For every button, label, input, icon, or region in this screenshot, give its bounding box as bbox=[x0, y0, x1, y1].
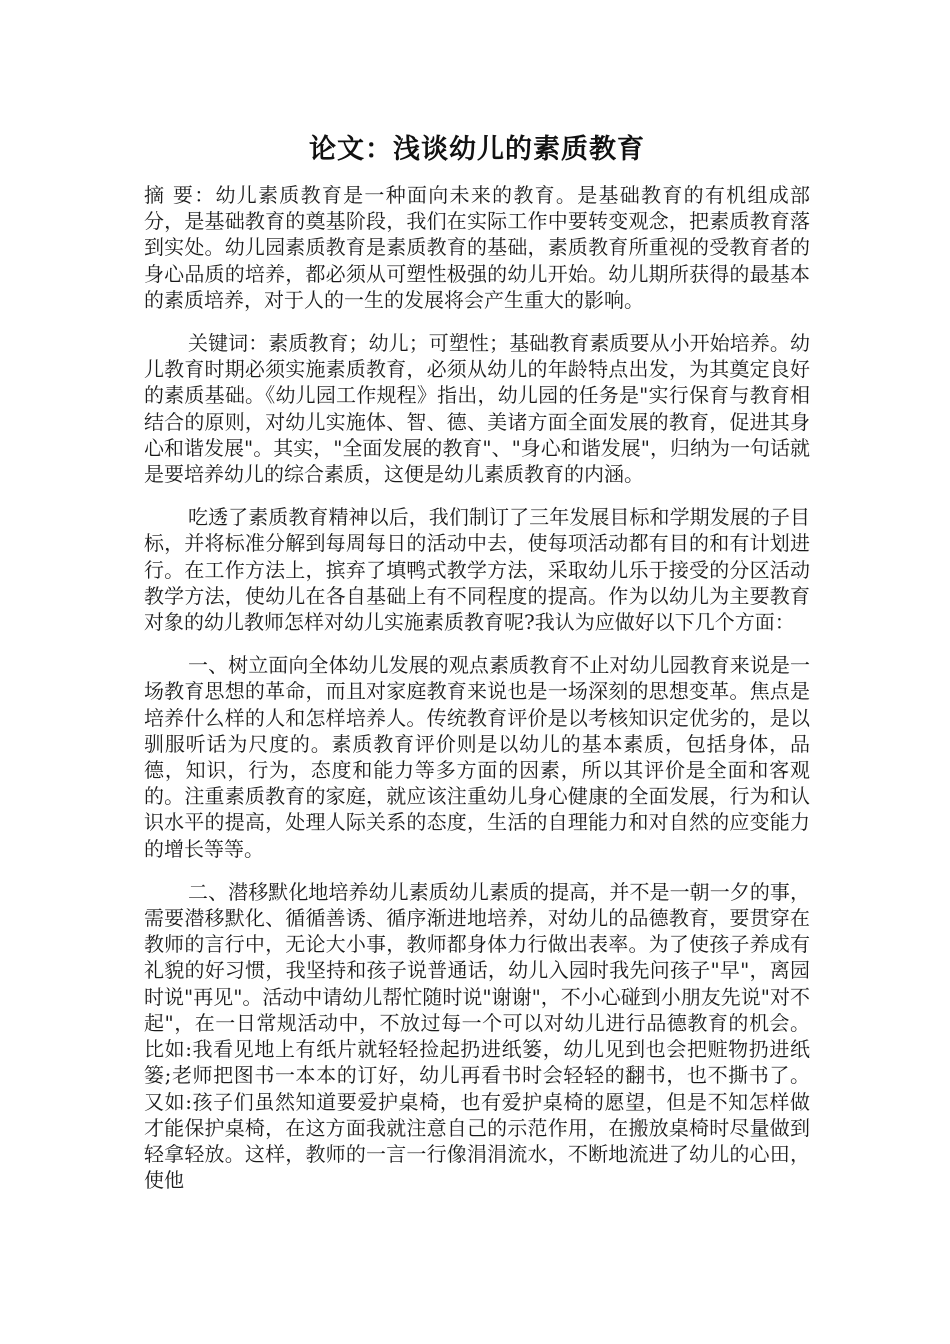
document-title: 论文：浅谈幼儿的素质教育 bbox=[309, 134, 645, 165]
body-paragraph: 吃透了素质教育精神以后，我们制订了三年发展目标和学期发展的子目标，并将标准分解到每周每日的活动中去，使每项活动都有目的和有计划进行。在工作方法上，摈弃了填鸭式教学方法，采取幼儿乐于接受的分区活动教学方法，使幼儿在各自基础上有不同程度的提高。作为以幼儿为主要教育对象的幼儿教师怎样对幼儿实施素质教育呢?我认为应做好以下几个方面： bbox=[144, 505, 810, 635]
section-two-paragraph: 二、潜移默化地培养幼儿素质幼儿素质的提高，并不是一朝一夕的事，需要潜移默化、循循善诱、循序渐进地培养，对幼儿的品德教育，要贯穿在教师的言行中，无论大小事，教师都身体力行做出表率。为了使孩子养成有礼貌的好习惯，我坚持和孩子说普通话，幼儿入园时我先问孩子"早"，离园时说"再见"。活动中请幼儿帮忙随时说"谢谢"，不小心碰到小朋友先说"对不起"，在一日常规活动中，不放过每一个可以对幼儿进行品德教育的机会。比如:我看见地上有纸片就轻轻捡起扔进纸篓，幼儿见到也会把赃物扔进纸篓;老师把图书一本本的订好，幼儿再看书时会轻轻的翻书，也不撕书了。又如:孩子们虽然知道要爱护桌椅，也有爱护桌椅的愿望，但是不知怎样做才能保护桌椅，在这方面我就注意自己的示范作用，在搬放桌椅时尽量做到轻拿轻放。这样，教师的一言一行像涓涓流水，不断地流进了幼儿的心田，使他 bbox=[144, 879, 810, 1193]
document-page bbox=[144, 132, 810, 1210]
keywords-paragraph: 关键词：素质教育；幼儿；可塑性；基础教育素质要从小开始培养。幼儿教育时期必须实施素质教育，必须从幼儿的年龄特点出发，为其奠定良好的素质基础。《幼儿园工作规程》指出，幼儿园的任务是"实行保育与教育相结合的原则，对幼儿实施体、智、德、美诸方面全面发展的教育，促进其身心和谐发展"。其实，"全面发展的教育"、"身心和谐发展"，归纳为一句话就是要培养幼儿的综合素质，这便是幼儿素质教育的内涵。 bbox=[144, 331, 810, 487]
section-one-paragraph: 一、树立面向全体幼儿发展的观点素质教育不止对幼儿园教育来说是一场教育思想的革命，而且对家庭教育来说也是一场深刻的思想变革。焦点是培养什么样的人和怎样培养人。传统教育评价是以考核知识定优劣的，是以驯服听话为尺度的。素质教育评价则是以幼儿的基本素质，包括身体，品德，知识，行为，态度和能力等多方面的因素，所以其评价是全面和客观的。注重素质教育的家庭，就应该注重幼儿身心健康的全面发展，行为和认识水平的提高，处理人际关系的态度，生活的自理能力和对自然的应变能力的增长等等。 bbox=[144, 653, 810, 861]
abstract-paragraph: 摘 要：幼儿素质教育是一种面向未来的教育。是基础教育的有机组成部分，是基础教育的奠基阶段，我们在实际工作中要转变观念，把素质教育落到实处。幼儿园素质教育是素质教育的基础，素质教育所重视的受教育者的身心品质的培养，都必须从可塑性极强的幼儿开始。幼儿期所获得的最基本的素质培养，对于人的一生的发展将会产生重大的影响。 bbox=[144, 183, 810, 312]
